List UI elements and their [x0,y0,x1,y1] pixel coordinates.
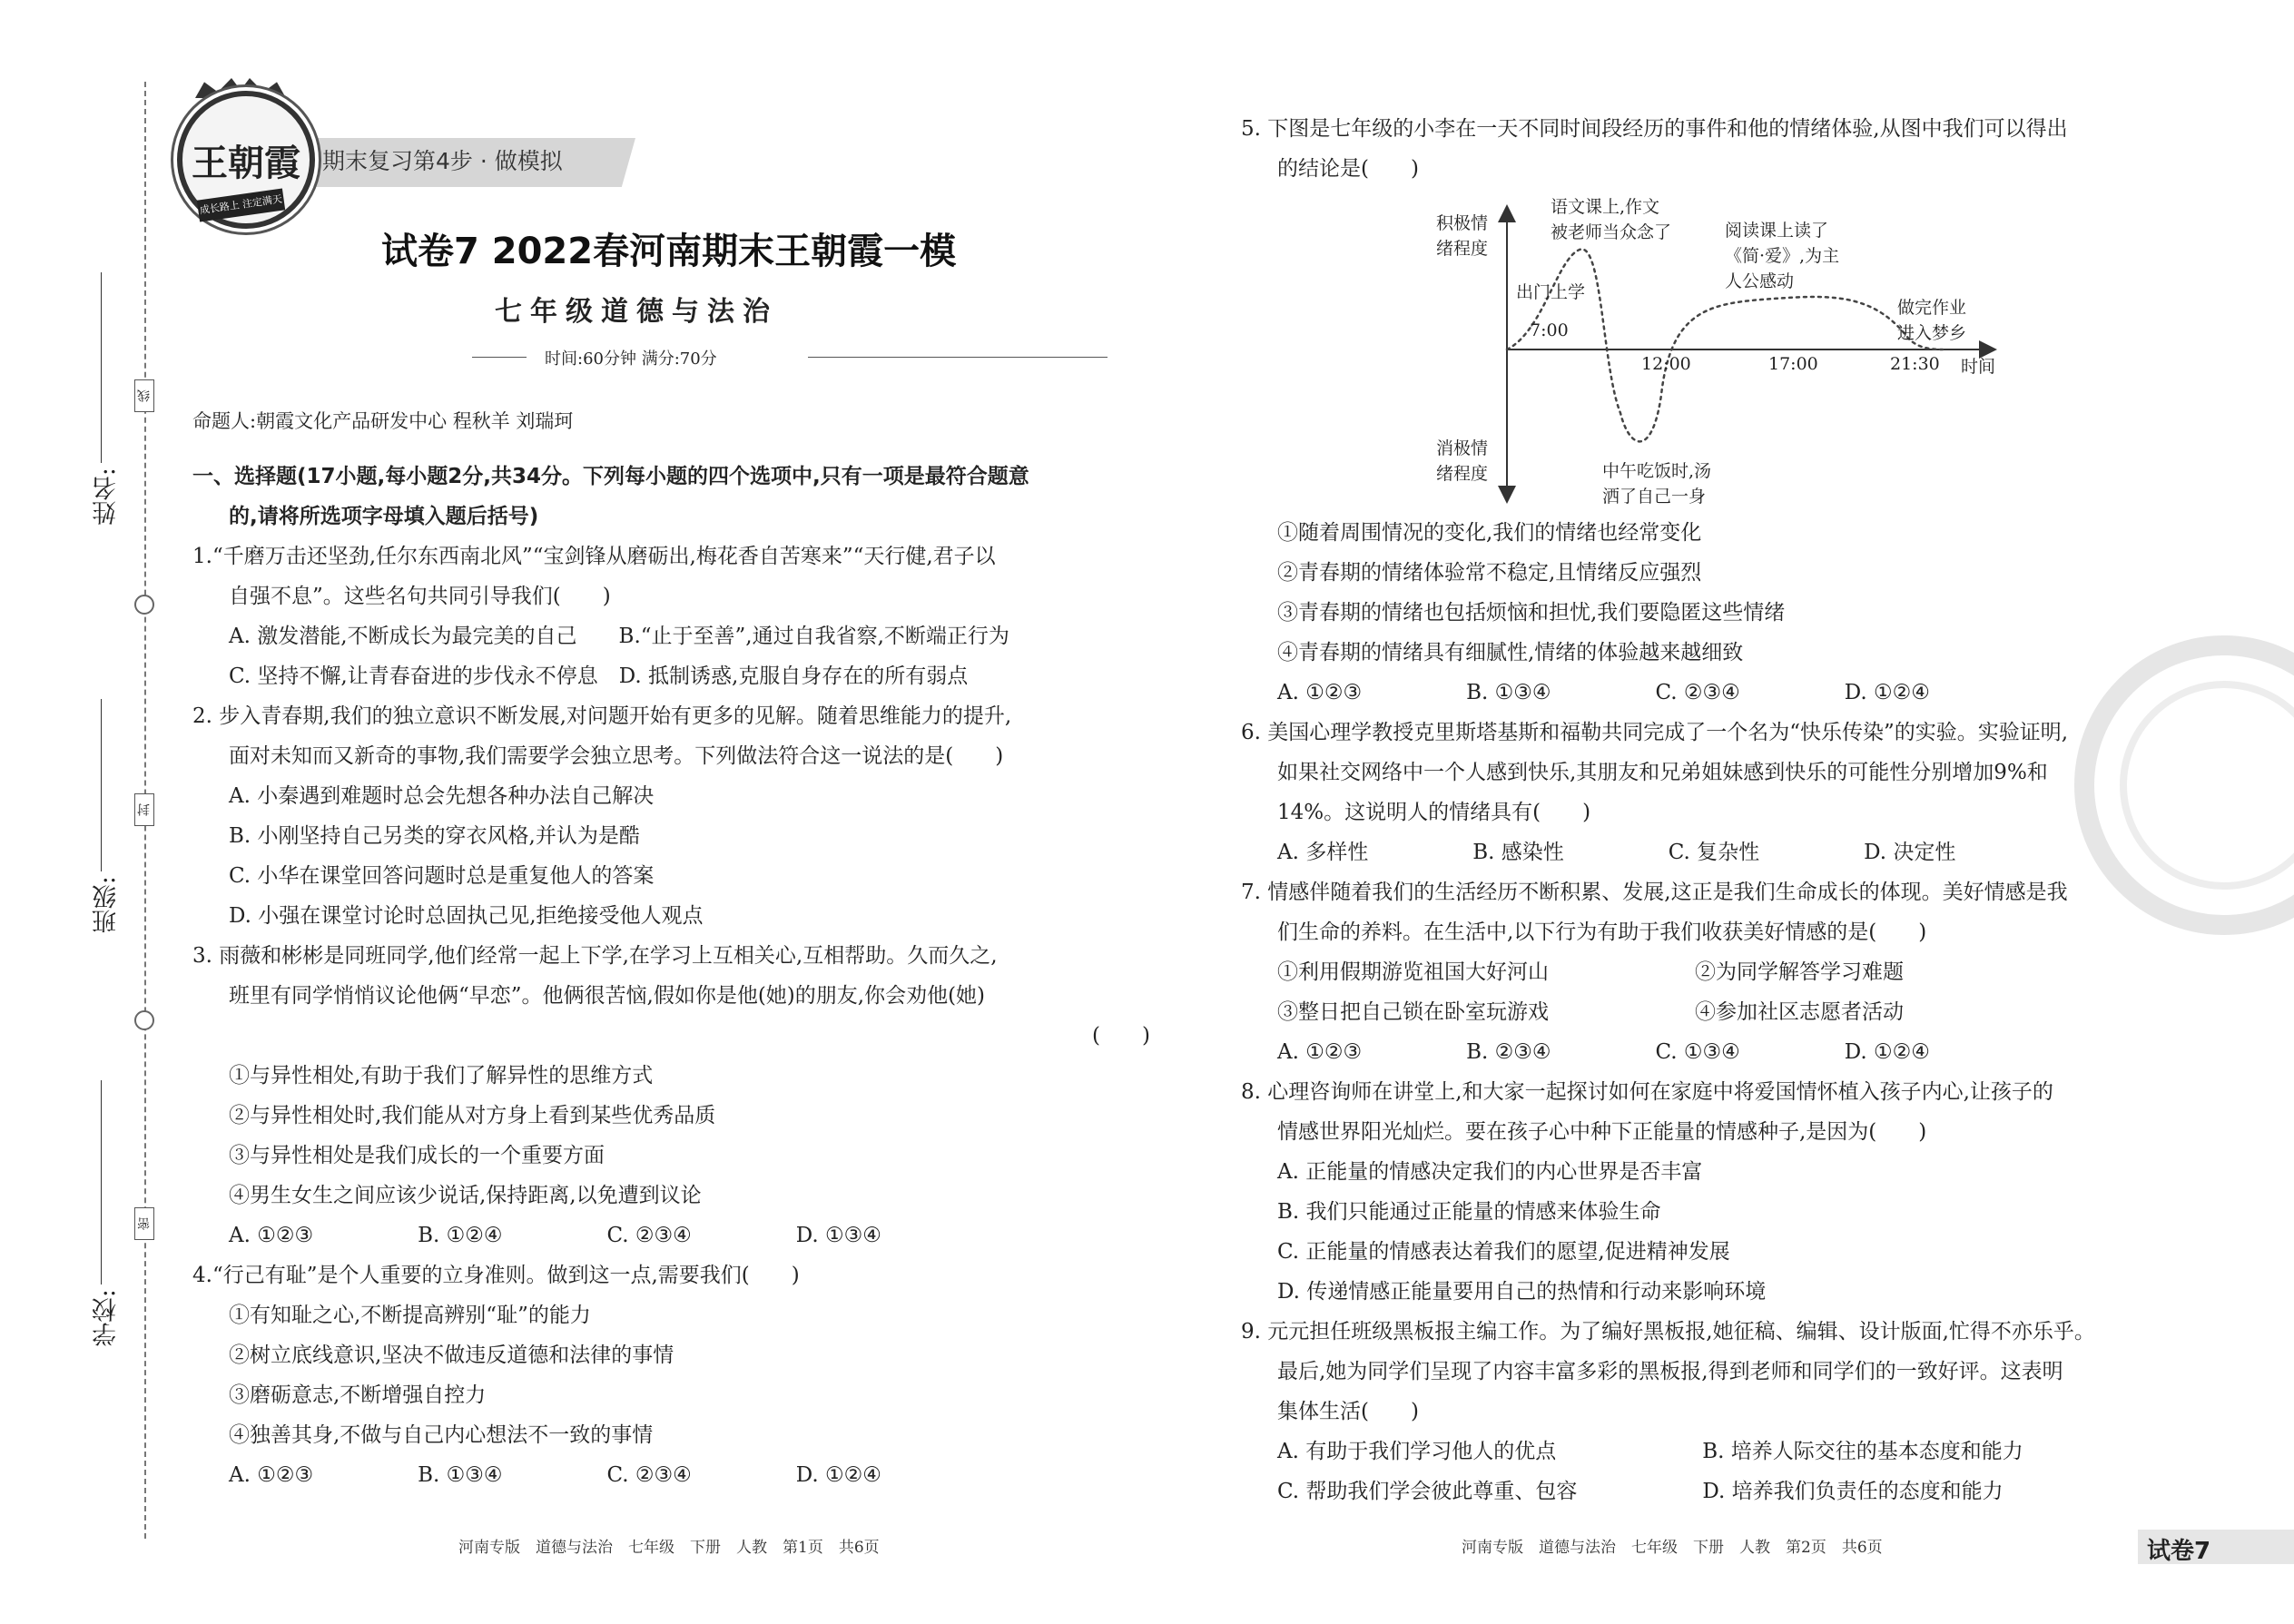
y-label-positive: 积极情 绪程度 [1436,213,1489,259]
class-label: 班级: [93,876,121,934]
event-leave-school: 出门上学 [1516,282,1586,302]
question-line: A. ①②③ B. ①③④ C. ②③④ D. ①②④ [229,1463,881,1487]
question-line: A. ①②③ B. ②③④ C. ①③④ D. ①②④ [1277,1040,1930,1064]
question-line: 集体生活( ) [1277,1400,1419,1423]
question-line: 自强不息”。这些名句共同引导我们( ) [229,585,611,608]
question-line: A. ①②③ B. ①②④ C. ②③④ D. ①③④ [229,1224,881,1247]
left-column [192,457,1150,1495]
question-line: A. 小秦遇到难题时总会先想各种办法自己解决 [229,784,655,808]
question-line: C. 帮助我们学会彼此尊重、包容 D. 培养我们负责任的态度和能力 [1277,1480,2004,1503]
question-line: ②树立底线意识,坚决不做违反道德和法律的事情 [229,1343,674,1367]
question-line: 1.“千磨万击还坚劲,任尔东西南北风”“宝剑锋从磨砺出,梅花香自苦寒来”“天行健,君子以 [192,545,996,568]
school-write-line[interactable] [101,1080,102,1284]
event-lunch: 中午吃饭时,汤 洒了自己一身 [1602,461,1712,507]
question-line: 面对未知而又新奇的事物,我们需要学会独立思考。下列做法符合这一说法的是( ) [229,744,1004,768]
question-line: 一、选择题(17小题,每小题2分,共34分。下列每小题的四个选项中,只有一项是最符合题意 [192,465,1029,488]
question-line: 6. 美国心理学教授克里斯塔基斯和福勒共同完成了一个名为“快乐传染”的实验。实验证明, [1241,721,2069,744]
question-line: A. 有助于我们学习他人的优点 B. 培养人际交往的基本态度和能力 [1277,1440,2023,1463]
event-reading-class: 阅读课上读了 《简·爱》,为主 人公感动 [1725,221,1840,291]
question-line: 14%。这说明人的情绪具有( ) [1277,801,1591,824]
tick-17: 17:00 [1768,354,1818,374]
question-line: 5. 下图是七年级的小李在一天不同时间段经历的事件和他的情绪体验,从图中我们可以得出 [1241,117,2068,141]
question-line: 如果社交网络中一个人感到快乐,其朋友和兄弟姐妹感到快乐的可能性分别增加9%和 [1277,761,2048,784]
question-line: ③与异性相处是我们成长的一个重要方面 [229,1144,605,1167]
question-line: 7. 情感伴随着我们的生活经历不断积累、发展,这正是我们生命成长的体现。美好情感是我 [1241,881,2068,904]
question-line: ④独善其身,不做与自己内心想法不一致的事情 [229,1423,654,1447]
question-line: 2. 步入青春期,我们的独立意识不断发展,对问题开始有更多的见解。随着思维能力的提升, [192,704,1012,728]
tick-12: 12:00 [1641,354,1691,374]
seal-box: 封 [134,793,154,826]
question-line: ①利用假期游览祖国大好河山 ②为同学解答学习难题 [1277,960,1904,984]
question-line: ③磨砺意志,不断增强自控力 [229,1383,487,1407]
author-line: 命题人:朝霞文化产品研发中心 程秋羊 刘瑞珂 [192,410,574,432]
name-write-line[interactable] [101,272,102,463]
question-line: A. ①②③ B. ①③④ C. ②③④ D. ①②④ [1277,681,1930,704]
class-write-line[interactable] [101,699,102,871]
subject-title: 七年级道德与法治 [495,296,778,328]
x-axis-label: 时间 [1961,357,1996,377]
question-line: A. 正能量的情感决定我们的内心世界是否丰富 [1277,1160,1703,1184]
school-label: 学校: [93,1289,121,1347]
question-line: 们生命的养料。在生活中,以下行为有助于我们收获美好情感的是( ) [1277,920,1927,944]
question-line: 3. 雨薇和彬彬是同班同学,他们经常一起上下学,在学习上互相关心,互相帮助。久而久之, [192,944,998,968]
event-chinese-class: 语文课上,作文 被老师当众念了 [1551,197,1672,242]
exam-title: 试卷7 2022春河南期末王朝霞一模 [381,231,957,272]
binding-hole [134,595,154,615]
question-line: ①随着周围情况的变化,我们的情绪也经常变化 [1277,521,1702,545]
page-tab-label: 试卷7 [2147,1538,2211,1565]
question-line: 情感世界阳光灿烂。要在孩子心中种下正能量的情感种子,是因为( ) [1277,1120,1927,1144]
question-line: 4.“行己有耻”是个人重要的立身准则。做到这一点,需要我们( ) [192,1264,800,1287]
question-line: ①与异性相处,有助于我们了解异性的思维方式 [229,1064,654,1088]
question-line: ①有知耻之心,不断提高辨别“耻”的能力 [229,1304,591,1327]
question-line: 最后,她为同学们呈现了内容丰富多彩的黑板报,得到老师和同学们的一致好评。这表明 [1277,1360,2063,1383]
question-line: D. 小强在课堂讨论时总固执己见,拒绝接受他人观点 [229,904,704,928]
banner-text: 期末复习第4步 · 做模拟 [322,148,563,174]
question-line: ③青春期的情绪也包括烦恼和担忧,我们要隐匿这些情绪 [1277,601,1786,625]
divider [808,357,1108,358]
question-line: D. 传递情感正能量要用自己的热情和行动来影响环境 [1277,1280,1767,1304]
time-info: 时间:60分钟 满分:70分 [545,349,717,369]
question-line: C. 坚持不懈,让青春奋进的步伐永不停息 D. 抵制诱惑,克服自身存在的所有弱点 [229,664,969,688]
divider [472,357,527,358]
footer-page2: 河南专版 道德与法治 七年级 下册 人教 第2页 共6页 [1462,1539,1883,1557]
question-line: B. 小刚坚持自己另类的穿衣风格,并认为是酷 [229,824,640,848]
question-line: ④青春期的情绪具有细腻性,情绪的体验越来越细致 [1277,641,1744,664]
question-line: A. 多样性 B. 感染性 C. 复杂性 D. 决定性 [1277,841,1956,864]
seal-line-box: 线 [134,379,154,412]
question-line: 8. 心理咨询师在讲堂上,和大家一起探讨如何在家庭中将爱国情怀植入孩子内心,让孩子的 [1241,1080,2053,1104]
question-line: C. 正能量的情感表达着我们的愿望,促进精神发展 [1277,1240,1730,1264]
question-line: ②青春期的情绪体验常不稳定,且情绪反应强烈 [1277,561,1702,585]
question-line: C. 小华在课堂回答问题时总是重复他人的答案 [229,864,655,888]
question-line: 9. 元元担任班级黑板报主编工作。为了编好黑板报,她征稿、编辑、设计版面,忙得不亦乐乎。 [1241,1320,2095,1343]
logo-text: 王朝霞 [192,141,300,184]
logo-ribbon: 成长路上 注定满天 [197,189,285,222]
question-line: ( ) [1092,1024,1150,1048]
tick-2130: 21:30 [1890,354,1940,374]
secret-box: 密 [134,1207,154,1240]
tick-7: 7:00 [1530,320,1569,340]
y-label-negative: 消极情 绪程度 [1436,438,1489,484]
question-line: B. 我们只能通过正能量的情感来体验生命 [1277,1200,1661,1224]
binding-hole [134,1010,154,1030]
right-column [1241,513,2194,1511]
question-line: A. 激发潜能,不断成长为最完美的自己 B.“止于至善”,通过自我省察,不断端正行为 [229,625,1009,648]
question-line: ②与异性相处时,我们能从对方身上看到某些优秀品质 [229,1104,716,1127]
question-line: 班里有同学悄悄议论他俩“早恋”。他俩很苦恼,假如你是他(她)的朋友,你会劝他(她) [229,984,986,1008]
question-line: ④男生女生之间应该少说话,保持距离,以免遭到议论 [229,1184,702,1207]
question-line: 的,请将所选项字母填入题后括号) [229,505,539,528]
right-column-top [1241,109,2194,189]
question-line: ③整日把自己锁在卧室玩游戏 ④参加社区志愿者活动 [1277,1000,1904,1024]
footer-page1: 河南专版 道德与法治 七年级 下册 人教 第1页 共6页 [458,1539,880,1557]
event-sleep: 做完作业 进入梦乡 [1897,298,1967,343]
name-label: 姓名: [93,468,121,526]
question-line: 的结论是( ) [1277,157,1419,181]
